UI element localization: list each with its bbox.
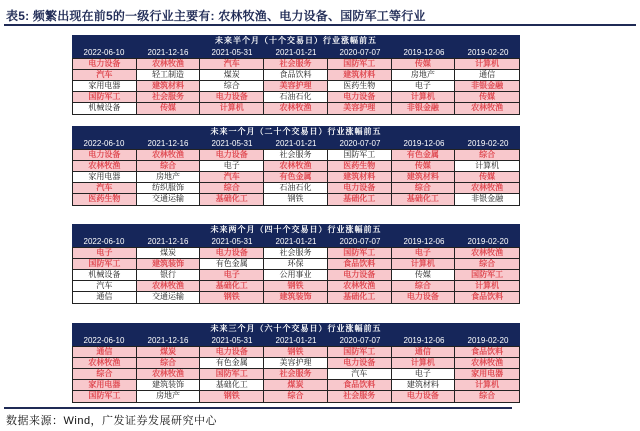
industry-cell: 农林牧渔 xyxy=(328,281,392,292)
industry-cell: 通信 xyxy=(73,347,137,358)
industry-cell: 传媒 xyxy=(455,92,519,103)
date-header-cell: 2020-07-07 xyxy=(339,237,381,246)
date-header-cell: 2020-07-07 xyxy=(339,48,381,57)
industry-cell: 传媒 xyxy=(392,161,456,172)
industry-cell: 家用电器 xyxy=(455,369,519,380)
date-header-cell: 2019-12-06 xyxy=(403,237,445,246)
industry-cell: 社会服务 xyxy=(264,59,328,70)
date-header-cell: 2021-12-16 xyxy=(147,48,189,57)
industry-cell: 综合 xyxy=(73,369,137,380)
table-body xyxy=(72,247,520,304)
industry-cell: 建筑材料 xyxy=(137,81,201,92)
date-header-cell: 2022-06-10 xyxy=(83,48,125,57)
industry-cell: 综合 xyxy=(137,358,201,369)
industry-cell: 公用事业 xyxy=(264,270,328,281)
industry-cell: 有色金属 xyxy=(200,358,264,369)
industry-cell: 农林牧渔 xyxy=(455,183,519,194)
table-body xyxy=(72,58,520,115)
table-title: 未来半个月（十个交易日）行业涨幅前五 xyxy=(72,35,520,47)
industry-cell: 机械设备 xyxy=(73,270,137,281)
ranking-table xyxy=(72,35,520,115)
industry-cell: 农林牧渔 xyxy=(73,161,137,172)
industry-cell: 基础化工 xyxy=(200,380,264,391)
table-row xyxy=(73,81,519,92)
date-header-row xyxy=(72,335,520,346)
industry-cell: 家用电器 xyxy=(73,380,137,391)
industry-cell: 基础化工 xyxy=(392,194,456,205)
industry-cell: 建筑材料 xyxy=(392,172,456,183)
industry-cell: 电力设备 xyxy=(328,183,392,194)
industry-cell: 农林牧渔 xyxy=(137,150,201,161)
table-row xyxy=(73,161,519,172)
industry-cell: 钢铁 xyxy=(264,194,328,205)
table-row xyxy=(73,358,519,369)
industry-cell: 煤炭 xyxy=(264,380,328,391)
industry-cell: 国防军工 xyxy=(328,59,392,70)
industry-cell: 计算机 xyxy=(392,358,456,369)
date-header-cell: 2020-07-07 xyxy=(339,139,381,148)
date-header-cell: 2019-12-06 xyxy=(403,336,445,345)
industry-cell: 建筑材料 xyxy=(328,172,392,183)
industry-cell: 医药生物 xyxy=(328,161,392,172)
industry-cell: 石油石化 xyxy=(264,183,328,194)
industry-cell: 传媒 xyxy=(137,103,201,114)
table-row xyxy=(73,183,519,194)
industry-cell: 计算机 xyxy=(455,281,519,292)
footer-divider xyxy=(4,407,512,409)
industry-cell: 轻工制造 xyxy=(137,70,201,81)
industry-cell: 国防军工 xyxy=(328,347,392,358)
table-title: 未来两个月（四十个交易日）行业涨幅前五 xyxy=(72,224,520,236)
table-title: 未来一个月（二十个交易日）行业涨幅前五 xyxy=(72,126,520,138)
table-row xyxy=(73,172,519,183)
date-header-cell: 2021-12-16 xyxy=(147,237,189,246)
industry-cell: 美容护理 xyxy=(328,103,392,114)
industry-cell: 综合 xyxy=(137,161,201,172)
date-header-cell: 2019-02-20 xyxy=(467,237,509,246)
industry-cell: 美容护理 xyxy=(264,81,328,92)
industry-cell: 煤炭 xyxy=(137,248,201,259)
industry-cell: 有色金属 xyxy=(200,259,264,270)
industry-cell: 家用电器 xyxy=(73,81,137,92)
industry-cell: 国防军工 xyxy=(455,270,519,281)
industry-cell: 计算机 xyxy=(200,103,264,114)
table-row xyxy=(73,380,519,391)
industry-cell: 基础化工 xyxy=(200,194,264,205)
industry-cell: 电力设备 xyxy=(73,150,137,161)
industry-cell: 电力设备 xyxy=(200,150,264,161)
industry-cell: 国防军工 xyxy=(73,391,137,402)
industry-cell: 非银金融 xyxy=(392,103,456,114)
table-row xyxy=(73,292,519,303)
industry-cell: 汽车 xyxy=(73,281,137,292)
industry-cell: 美容护理 xyxy=(264,358,328,369)
industry-cell: 农林牧渔 xyxy=(455,248,519,259)
date-header-cell: 2019-02-20 xyxy=(467,139,509,148)
table-body xyxy=(72,149,520,206)
industry-cell: 传媒 xyxy=(392,59,456,70)
industry-cell: 钢铁 xyxy=(264,347,328,358)
title-divider xyxy=(4,24,636,26)
industry-cell: 电子 xyxy=(73,248,137,259)
figure-title: 表5: 频繁出现在前5的一级行业主要有: 农林牧渔、电力设备、国防军工等行业 xyxy=(6,9,426,23)
table-row xyxy=(73,347,519,358)
table-row xyxy=(73,391,519,402)
industry-cell: 农林牧渔 xyxy=(455,103,519,114)
date-header-cell: 2021-01-21 xyxy=(275,48,317,57)
ranking-table xyxy=(72,126,520,206)
industry-cell: 有色金属 xyxy=(264,172,328,183)
table-row xyxy=(73,59,519,70)
industry-cell: 计算机 xyxy=(392,259,456,270)
date-header-cell: 2021-05-31 xyxy=(211,139,253,148)
industry-cell: 交通运输 xyxy=(137,194,201,205)
industry-cell: 传媒 xyxy=(455,172,519,183)
date-header-cell: 2021-05-31 xyxy=(211,48,253,57)
industry-cell: 传媒 xyxy=(392,270,456,281)
industry-cell: 钢铁 xyxy=(200,391,264,402)
industry-cell: 电力设备 xyxy=(200,92,264,103)
industry-cell: 纺织服饰 xyxy=(137,183,201,194)
industry-cell: 农林牧渔 xyxy=(137,281,201,292)
industry-cell: 计算机 xyxy=(455,59,519,70)
industry-cell: 煤炭 xyxy=(200,70,264,81)
industry-cell: 汽车 xyxy=(200,59,264,70)
date-header-cell: 2019-12-06 xyxy=(403,139,445,148)
industry-cell: 国防军工 xyxy=(328,248,392,259)
industry-cell: 农林牧渔 xyxy=(137,369,201,380)
table-title: 未来三个月（六十个交易日）行业涨幅前五 xyxy=(72,323,520,335)
industry-cell: 汽车 xyxy=(200,172,264,183)
industry-cell: 农林牧渔 xyxy=(73,358,137,369)
industry-cell: 社会服务 xyxy=(264,150,328,161)
industry-cell: 国防军工 xyxy=(328,150,392,161)
industry-cell: 基础化工 xyxy=(328,194,392,205)
industry-cell: 电力设备 xyxy=(328,358,392,369)
date-header-cell: 2021-12-16 xyxy=(147,139,189,148)
industry-cell: 综合 xyxy=(392,281,456,292)
industry-cell: 综合 xyxy=(392,183,456,194)
industry-cell: 电子 xyxy=(200,161,264,172)
industry-cell: 基础化工 xyxy=(328,292,392,303)
industry-cell: 计算机 xyxy=(392,92,456,103)
industry-cell: 农林牧渔 xyxy=(137,59,201,70)
industry-cell: 电力设备 xyxy=(392,292,456,303)
industry-cell: 农林牧渔 xyxy=(455,358,519,369)
industry-cell: 通信 xyxy=(392,347,456,358)
table-body xyxy=(72,346,520,403)
industry-cell: 电子 xyxy=(200,270,264,281)
industry-cell: 综合 xyxy=(455,150,519,161)
industry-cell: 医药生物 xyxy=(328,81,392,92)
industry-cell: 银行 xyxy=(137,270,201,281)
table-row xyxy=(73,92,519,103)
ranking-table xyxy=(72,323,520,403)
industry-cell: 计算机 xyxy=(455,380,519,391)
date-header-row xyxy=(72,236,520,247)
ranking-table xyxy=(72,224,520,304)
industry-cell: 非银金融 xyxy=(455,81,519,92)
date-header-cell: 2021-01-21 xyxy=(275,139,317,148)
industry-cell: 食品饮料 xyxy=(455,347,519,358)
industry-cell: 社会服务 xyxy=(264,248,328,259)
data-source: 数据来源：Wind，广发证券发展研究中心 xyxy=(6,415,218,427)
industry-cell: 综合 xyxy=(264,391,328,402)
table-row xyxy=(73,281,519,292)
industry-cell: 钢铁 xyxy=(200,292,264,303)
industry-cell: 建筑装饰 xyxy=(137,380,201,391)
date-header-row xyxy=(72,47,520,58)
industry-cell: 农林牧渔 xyxy=(264,103,328,114)
industry-cell: 煤炭 xyxy=(137,347,201,358)
industry-cell: 基础化工 xyxy=(200,281,264,292)
industry-cell: 房地产 xyxy=(392,70,456,81)
industry-cell: 建筑装饰 xyxy=(137,259,201,270)
industry-cell: 建筑装饰 xyxy=(264,292,328,303)
industry-cell: 电力设备 xyxy=(328,270,392,281)
industry-cell: 社会服务 xyxy=(328,391,392,402)
industry-cell: 有色金属 xyxy=(392,150,456,161)
date-header-cell: 2020-07-07 xyxy=(339,336,381,345)
date-header-cell: 2022-06-10 xyxy=(83,237,125,246)
industry-cell: 钢铁 xyxy=(264,281,328,292)
industry-cell: 食品饮料 xyxy=(328,259,392,270)
table-row xyxy=(73,70,519,81)
industry-cell: 食品饮料 xyxy=(455,292,519,303)
date-header-cell: 2021-12-16 xyxy=(147,336,189,345)
industry-cell: 非银金融 xyxy=(455,194,519,205)
table-row xyxy=(73,270,519,281)
industry-cell: 通信 xyxy=(455,70,519,81)
industry-cell: 电力设备 xyxy=(200,347,264,358)
industry-cell: 电子 xyxy=(392,369,456,380)
industry-cell: 综合 xyxy=(200,183,264,194)
industry-cell: 建筑材料 xyxy=(392,380,456,391)
table-row xyxy=(73,248,519,259)
date-header-cell: 2022-06-10 xyxy=(83,139,125,148)
industry-cell: 电子 xyxy=(392,81,456,92)
industry-cell: 电力设备 xyxy=(200,248,264,259)
industry-cell: 房地产 xyxy=(137,172,201,183)
industry-cell: 食品饮料 xyxy=(328,380,392,391)
industry-cell: 机械设备 xyxy=(73,103,137,114)
industry-cell: 交通运输 xyxy=(137,292,201,303)
industry-cell: 汽车 xyxy=(73,183,137,194)
industry-cell: 环保 xyxy=(264,259,328,270)
industry-cell: 石油石化 xyxy=(264,92,328,103)
date-header-cell: 2021-05-31 xyxy=(211,237,253,246)
industry-cell: 综合 xyxy=(455,259,519,270)
industry-cell: 建筑材料 xyxy=(328,70,392,81)
date-header-cell: 2021-01-21 xyxy=(275,336,317,345)
date-header-cell: 2019-12-06 xyxy=(403,48,445,57)
table-row xyxy=(73,369,519,380)
industry-cell: 社会服务 xyxy=(264,369,328,380)
industry-cell: 综合 xyxy=(200,81,264,92)
table-row xyxy=(73,194,519,205)
industry-cell: 电力设备 xyxy=(328,92,392,103)
industry-cell: 家用电器 xyxy=(73,172,137,183)
date-header-cell: 2021-01-21 xyxy=(275,237,317,246)
industry-cell: 计算机 xyxy=(455,161,519,172)
industry-cell: 电力设备 xyxy=(73,59,137,70)
industry-cell: 国防军工 xyxy=(73,259,137,270)
table-row xyxy=(73,259,519,270)
table-row xyxy=(73,150,519,161)
industry-cell: 房地产 xyxy=(137,391,201,402)
date-header-row xyxy=(72,138,520,149)
date-header-cell: 2021-05-31 xyxy=(211,336,253,345)
industry-cell: 国防军工 xyxy=(200,369,264,380)
industry-cell: 电子 xyxy=(392,248,456,259)
industry-cell: 社会服务 xyxy=(137,92,201,103)
table-row xyxy=(73,103,519,114)
industry-cell: 电力设备 xyxy=(392,391,456,402)
industry-cell: 医药生物 xyxy=(73,194,137,205)
date-header-cell: 2019-02-20 xyxy=(467,336,509,345)
industry-cell: 国防军工 xyxy=(73,92,137,103)
industry-cell: 综合 xyxy=(455,391,519,402)
industry-cell: 汽车 xyxy=(328,369,392,380)
industry-cell: 通信 xyxy=(73,292,137,303)
industry-cell: 食品饮料 xyxy=(264,70,328,81)
date-header-cell: 2019-02-20 xyxy=(467,48,509,57)
date-header-cell: 2022-06-10 xyxy=(83,336,125,345)
industry-cell: 汽车 xyxy=(73,70,137,81)
industry-cell: 农林牧渔 xyxy=(264,161,328,172)
